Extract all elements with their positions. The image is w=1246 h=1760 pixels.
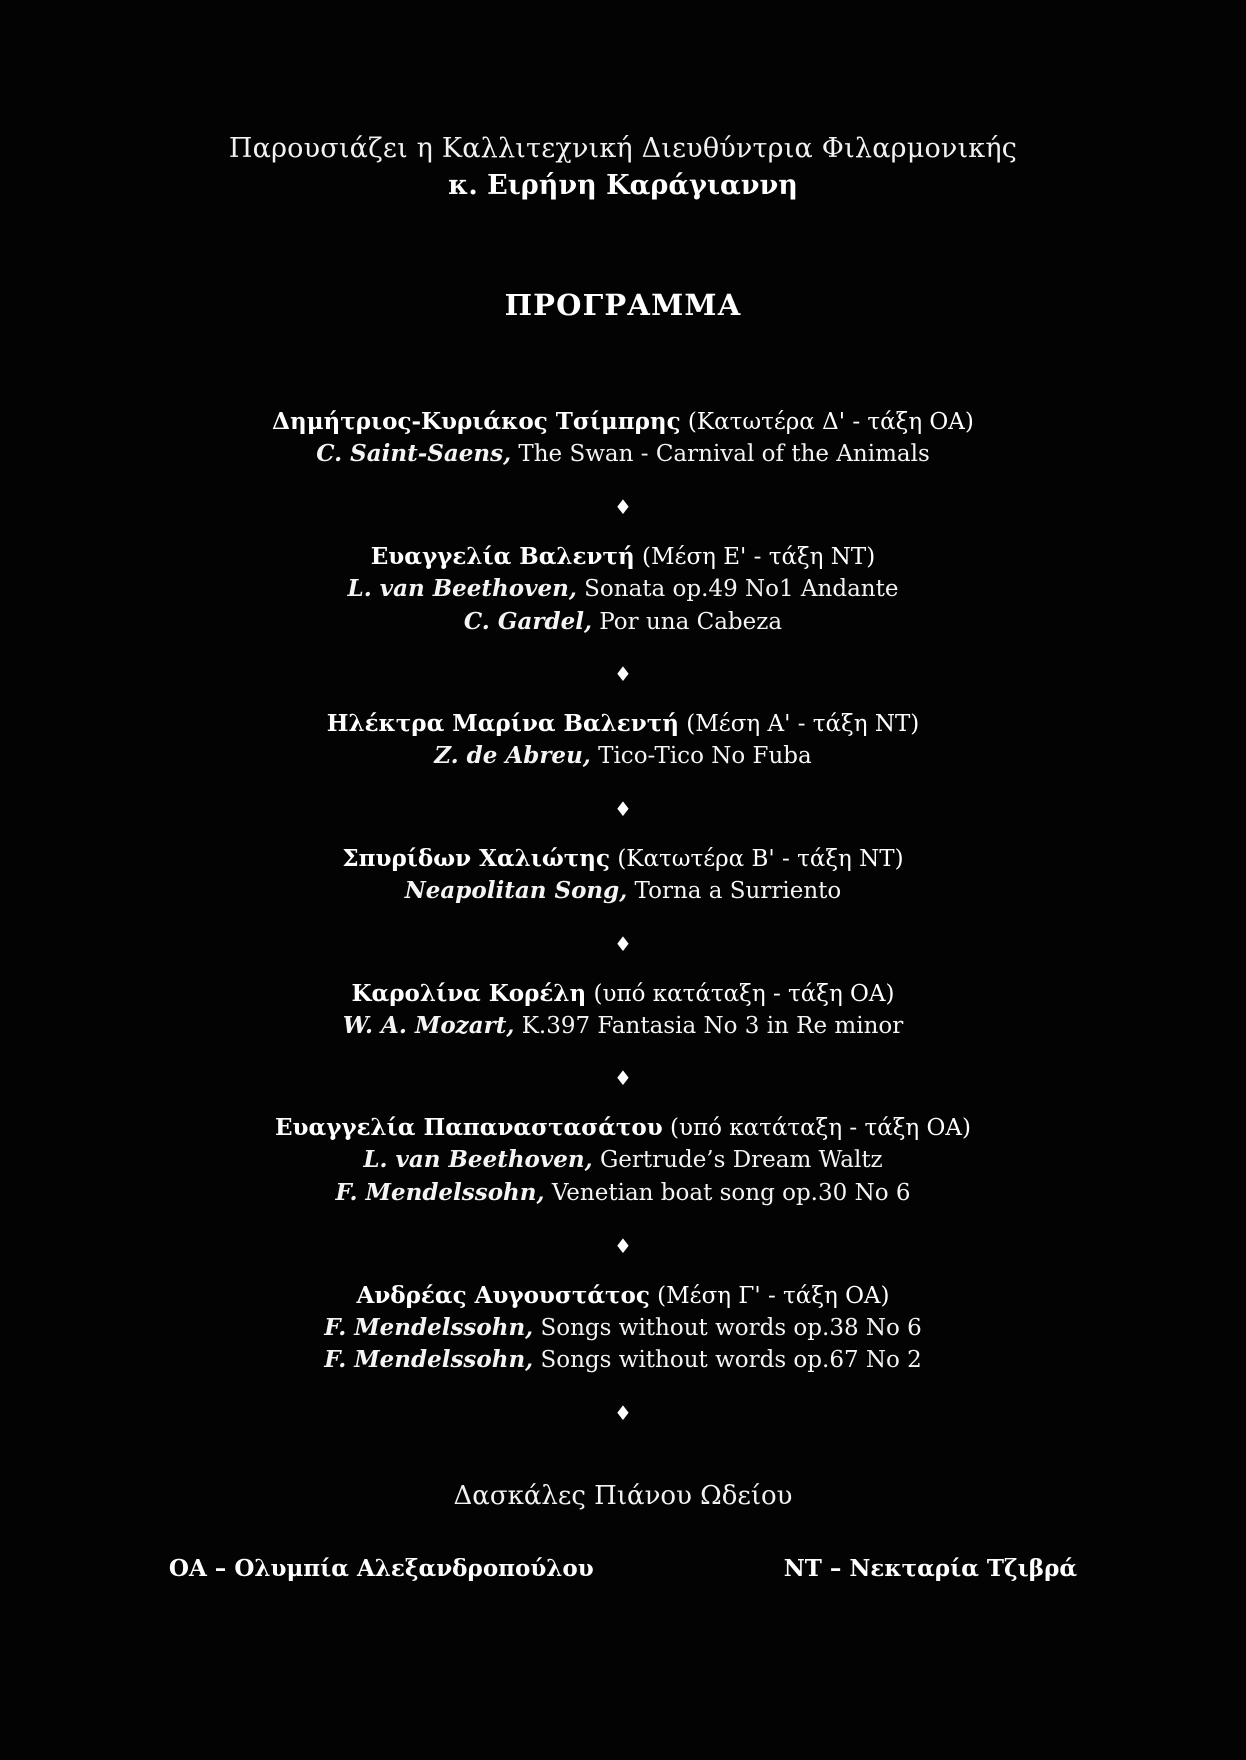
piece-work: Songs without words op.67 No 2	[540, 1347, 922, 1374]
presenter-header	[0, 132, 1246, 206]
program-title: ΠΡΟΓΡΑΜΜΑ	[504, 288, 742, 323]
teachers-row	[0, 1555, 1246, 1582]
piece-work: Por una Cabeza	[599, 608, 783, 635]
piece-composer: L. van Beethoven,	[363, 1146, 593, 1174]
piece-line	[73, 573, 1173, 606]
piece-composer: L. van Beethoven,	[347, 575, 577, 602]
piece-work: Gertrude’s Dream Waltz	[599, 1147, 883, 1174]
piece-line	[73, 1312, 1173, 1345]
piece-composer: Z. de Abreu,	[434, 742, 591, 770]
program-entry	[73, 541, 1173, 638]
performer-name: Ηλέκτρα Μαρίνα Βαλεντή	[326, 710, 679, 738]
performer-class: (υπό κατάταξη - τάξη ΟΑ)	[593, 980, 895, 1007]
entry-separator-icon: ♦	[614, 1401, 632, 1426]
piece-composer: Neapolitan Song,	[404, 877, 628, 905]
piece-composer: C. Gardel,	[463, 607, 592, 635]
performer-name: Ευαγγελία Παπαναστασάτου	[275, 1114, 663, 1142]
program-entry	[73, 1112, 1173, 1209]
entry-separator-icon: ♦	[614, 662, 632, 687]
program-entry	[73, 406, 1173, 471]
entry-separator-icon: ♦	[614, 1233, 632, 1258]
piece-line	[73, 875, 1173, 908]
entry-separator-icon: ♦	[614, 931, 632, 956]
piece-composer: W. A. Mozart,	[342, 1011, 515, 1039]
piece-composer: F. Mendelssohn,	[324, 1346, 534, 1374]
performer-line	[73, 1112, 1173, 1144]
entry-separator-icon: ♦	[614, 797, 632, 822]
performer-line	[73, 708, 1173, 740]
performer-line	[73, 843, 1173, 875]
performer-line	[73, 541, 1173, 573]
piece-line	[73, 1144, 1173, 1177]
program-entries	[0, 406, 1246, 1426]
presenter-line-1: Παρουσιάζει η Καλλιτεχνική Διευθύντρια Φιλαρμονικής	[228, 133, 1018, 164]
teachers-title: Δασκάλες Πιάνου Ωδείου	[453, 1481, 793, 1512]
piece-work: The Swan - Carnival of the Animals	[518, 441, 930, 468]
teacher-nt: ΝΤ – Νεκταρία Τζιβρά	[783, 1555, 1078, 1583]
performer-class: (Κατωτέρα Β' - τάξη ΝΤ)	[617, 846, 904, 873]
performer-name: Δημήτριος-Κυριάκος Τσίμπρης	[272, 408, 681, 436]
piece-work: K.397 Fantasia No 3 in Re minor	[521, 1012, 904, 1039]
piece-line	[73, 438, 1173, 471]
teacher-oa: ΟΑ – Ολυμπία Αλεξανδροπούλου	[168, 1555, 594, 1583]
performer-class: (Μέση Γ' - τάξη ΟΑ)	[657, 1282, 890, 1309]
piece-work: Venetian boat song op.30 No 6	[551, 1180, 911, 1207]
piece-work: Songs without words op.38 No 6	[540, 1314, 922, 1341]
performer-class: (Κατωτέρα Δ' - τάξη ΟΑ)	[687, 409, 974, 436]
piece-work: Tico-Tico No Fuba	[598, 743, 812, 770]
program-entry	[73, 978, 1173, 1043]
performer-name: Ανδρέας Αυγουστάτος	[356, 1281, 650, 1309]
piece-line	[73, 740, 1173, 773]
piece-composer: F. Mendelssohn,	[335, 1179, 545, 1207]
performer-line	[73, 406, 1173, 438]
performer-line	[73, 1280, 1173, 1312]
performer-name: Καρολίνα Κορέλη	[351, 979, 587, 1007]
program-entry	[73, 708, 1173, 773]
performer-name: Ευαγγελία Βαλεντή	[370, 542, 635, 570]
performer-class: (Μέση Ε' - τάξη ΝΤ)	[642, 543, 876, 570]
performer-class: (υπό κατάταξη - τάξη ΟΑ)	[670, 1115, 971, 1142]
presenter-line-2: κ. Ειρήνη Καράγιαννη	[448, 169, 798, 201]
piece-line	[73, 1010, 1173, 1043]
piece-composer: C. Saint-Saens,	[316, 440, 512, 468]
piece-line	[73, 1177, 1173, 1210]
piece-composer: F. Mendelssohn,	[324, 1313, 534, 1341]
entry-separator-icon: ♦	[614, 494, 632, 519]
piece-work: Torna a Surriento	[634, 878, 842, 905]
program-entry	[73, 1280, 1173, 1377]
performer-class: (Μέση Α' - τάξη ΝΤ)	[686, 711, 920, 738]
performer-line	[73, 978, 1173, 1010]
program-entry	[73, 843, 1173, 908]
piece-line	[73, 606, 1173, 639]
piece-line	[73, 1344, 1173, 1377]
entry-separator-icon: ♦	[614, 1066, 632, 1091]
performer-name: Σπυρίδων Χαλιώτης	[342, 845, 611, 873]
piece-work: Sonata op.49 No1 Andante	[584, 576, 899, 602]
